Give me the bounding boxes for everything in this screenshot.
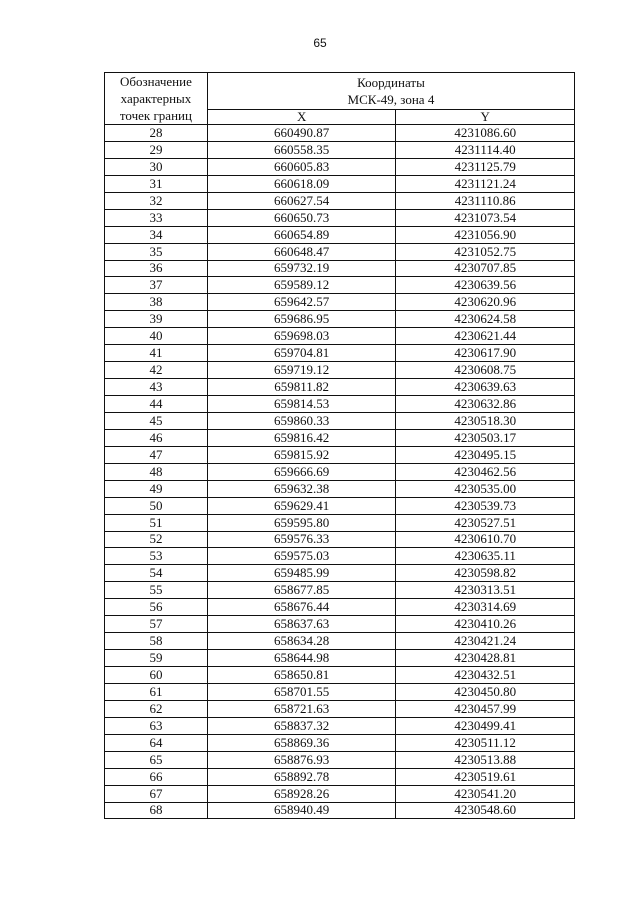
point-id-cell: 36 bbox=[105, 260, 208, 277]
x-coordinate-cell: 658940.49 bbox=[207, 802, 396, 819]
x-coordinate-cell: 659719.12 bbox=[207, 362, 396, 379]
x-coordinate-cell: 659698.03 bbox=[207, 328, 396, 345]
point-id-cell: 41 bbox=[105, 345, 208, 362]
y-coordinate-cell: 4230450.80 bbox=[396, 683, 575, 700]
x-coordinate-cell: 659860.33 bbox=[207, 412, 396, 429]
table-row bbox=[105, 294, 575, 311]
x-coordinate-cell: 659485.99 bbox=[207, 565, 396, 582]
x-coordinate-cell: 659576.33 bbox=[207, 531, 396, 548]
x-coordinate-cell: 658721.63 bbox=[207, 700, 396, 717]
table-row bbox=[105, 328, 575, 345]
point-id-cell: 43 bbox=[105, 379, 208, 396]
y-coordinate-cell: 4230608.75 bbox=[396, 362, 575, 379]
y-coordinate-cell: 4231125.79 bbox=[396, 158, 575, 175]
point-id-cell: 51 bbox=[105, 514, 208, 531]
table-row bbox=[105, 192, 575, 209]
x-coordinate-cell: 659575.03 bbox=[207, 548, 396, 565]
table-row bbox=[105, 277, 575, 294]
y-coordinate-cell: 4230617.90 bbox=[396, 345, 575, 362]
y-coordinate-cell: 4230639.63 bbox=[396, 379, 575, 396]
point-id-cell: 38 bbox=[105, 294, 208, 311]
x-coordinate-cell: 660618.09 bbox=[207, 175, 396, 192]
table-row bbox=[105, 463, 575, 480]
point-id-cell: 29 bbox=[105, 141, 208, 158]
table-row bbox=[105, 531, 575, 548]
point-id-cell: 35 bbox=[105, 243, 208, 260]
table-row bbox=[105, 616, 575, 633]
point-id-cell: 66 bbox=[105, 768, 208, 785]
point-id-cell: 67 bbox=[105, 785, 208, 802]
x-coordinate-cell: 659814.53 bbox=[207, 396, 396, 413]
y-coordinate-cell: 4230462.56 bbox=[396, 463, 575, 480]
y-coordinate-cell: 4230632.86 bbox=[396, 396, 575, 413]
table-row bbox=[105, 125, 575, 142]
y-coordinate-cell: 4230635.11 bbox=[396, 548, 575, 565]
table-row bbox=[105, 802, 575, 819]
table-row bbox=[105, 175, 575, 192]
point-id-cell: 64 bbox=[105, 734, 208, 751]
point-id-cell: 44 bbox=[105, 396, 208, 413]
point-id-cell: 53 bbox=[105, 548, 208, 565]
header-coordinates-title: Координаты bbox=[357, 75, 425, 90]
header-coordinates-system: МСК-49, зона 4 bbox=[347, 92, 435, 107]
y-coordinate-cell: 4230519.61 bbox=[396, 768, 575, 785]
table-row bbox=[105, 565, 575, 582]
x-coordinate-cell: 659732.19 bbox=[207, 260, 396, 277]
y-coordinate-cell: 4230503.17 bbox=[396, 429, 575, 446]
point-id-cell: 58 bbox=[105, 633, 208, 650]
point-id-cell: 49 bbox=[105, 480, 208, 497]
table-row bbox=[105, 311, 575, 328]
y-coordinate-cell: 4230707.85 bbox=[396, 260, 575, 277]
header-x: X bbox=[207, 110, 396, 125]
x-coordinate-cell: 658644.98 bbox=[207, 650, 396, 667]
y-coordinate-cell: 4231052.75 bbox=[396, 243, 575, 260]
y-coordinate-cell: 4230610.70 bbox=[396, 531, 575, 548]
table-row bbox=[105, 497, 575, 514]
table-row bbox=[105, 683, 575, 700]
x-coordinate-cell: 660627.54 bbox=[207, 192, 396, 209]
table-row bbox=[105, 396, 575, 413]
table-row bbox=[105, 141, 575, 158]
point-id-cell: 52 bbox=[105, 531, 208, 548]
point-id-cell: 59 bbox=[105, 650, 208, 667]
x-coordinate-cell: 658676.44 bbox=[207, 599, 396, 616]
table-row bbox=[105, 429, 575, 446]
y-coordinate-cell: 4230495.15 bbox=[396, 446, 575, 463]
coordinates-table bbox=[104, 72, 575, 819]
x-coordinate-cell: 660650.73 bbox=[207, 209, 396, 226]
table-row bbox=[105, 700, 575, 717]
point-id-cell: 28 bbox=[105, 125, 208, 142]
y-coordinate-cell: 4230457.99 bbox=[396, 700, 575, 717]
y-coordinate-cell: 4230621.44 bbox=[396, 328, 575, 345]
point-id-cell: 33 bbox=[105, 209, 208, 226]
point-id-cell: 42 bbox=[105, 362, 208, 379]
y-coordinate-cell: 4230499.41 bbox=[396, 717, 575, 734]
y-coordinate-cell: 4230518.30 bbox=[396, 412, 575, 429]
point-id-cell: 37 bbox=[105, 277, 208, 294]
x-coordinate-cell: 659704.81 bbox=[207, 345, 396, 362]
y-coordinate-cell: 4231056.90 bbox=[396, 226, 575, 243]
point-id-cell: 31 bbox=[105, 175, 208, 192]
table-row bbox=[105, 362, 575, 379]
y-coordinate-cell: 4230428.81 bbox=[396, 650, 575, 667]
x-coordinate-cell: 659632.38 bbox=[207, 480, 396, 497]
point-id-cell: 63 bbox=[105, 717, 208, 734]
table-row bbox=[105, 667, 575, 684]
y-coordinate-cell: 4230432.51 bbox=[396, 667, 575, 684]
table-row bbox=[105, 480, 575, 497]
x-coordinate-cell: 658869.36 bbox=[207, 734, 396, 751]
table-row bbox=[105, 209, 575, 226]
table-row bbox=[105, 412, 575, 429]
x-coordinate-cell: 659686.95 bbox=[207, 311, 396, 328]
point-id-cell: 62 bbox=[105, 700, 208, 717]
y-coordinate-cell: 4231110.86 bbox=[396, 192, 575, 209]
point-id-cell: 55 bbox=[105, 582, 208, 599]
y-coordinate-cell: 4230541.20 bbox=[396, 785, 575, 802]
y-coordinate-cell: 4230313.51 bbox=[396, 582, 575, 599]
x-coordinate-cell: 660558.35 bbox=[207, 141, 396, 158]
table-row bbox=[105, 226, 575, 243]
table-row bbox=[105, 548, 575, 565]
y-coordinate-cell: 4230314.69 bbox=[396, 599, 575, 616]
table-row bbox=[105, 633, 575, 650]
y-coordinate-cell: 4231073.54 bbox=[396, 209, 575, 226]
x-coordinate-cell: 660605.83 bbox=[207, 158, 396, 175]
x-coordinate-cell: 658677.85 bbox=[207, 582, 396, 599]
y-coordinate-cell: 4230620.96 bbox=[396, 294, 575, 311]
point-id-cell: 46 bbox=[105, 429, 208, 446]
point-id-cell: 40 bbox=[105, 328, 208, 345]
point-id-cell: 30 bbox=[105, 158, 208, 175]
x-coordinate-cell: 658892.78 bbox=[207, 768, 396, 785]
point-id-cell: 54 bbox=[105, 565, 208, 582]
x-coordinate-cell: 659589.12 bbox=[207, 277, 396, 294]
y-coordinate-cell: 4230624.58 bbox=[396, 311, 575, 328]
point-id-cell: 32 bbox=[105, 192, 208, 209]
x-coordinate-cell: 659815.92 bbox=[207, 446, 396, 463]
x-coordinate-cell: 658637.63 bbox=[207, 616, 396, 633]
y-coordinate-cell: 4230548.60 bbox=[396, 802, 575, 819]
y-coordinate-cell: 4230598.82 bbox=[396, 565, 575, 582]
table-row bbox=[105, 260, 575, 277]
point-id-cell: 57 bbox=[105, 616, 208, 633]
x-coordinate-cell: 660648.47 bbox=[207, 243, 396, 260]
header-y: Y bbox=[396, 110, 575, 125]
y-coordinate-cell: 4230410.26 bbox=[396, 616, 575, 633]
y-coordinate-cell: 4230639.56 bbox=[396, 277, 575, 294]
table-row bbox=[105, 768, 575, 785]
y-coordinate-cell: 4230511.12 bbox=[396, 734, 575, 751]
table-row bbox=[105, 582, 575, 599]
y-coordinate-cell: 4230539.73 bbox=[396, 497, 575, 514]
page-number: 65 bbox=[313, 36, 327, 50]
x-coordinate-cell: 659642.57 bbox=[207, 294, 396, 311]
x-coordinate-cell: 658650.81 bbox=[207, 667, 396, 684]
y-coordinate-cell: 4230421.24 bbox=[396, 633, 575, 650]
point-id-cell: 61 bbox=[105, 683, 208, 700]
point-id-cell: 50 bbox=[105, 497, 208, 514]
table-row bbox=[105, 734, 575, 751]
table-row bbox=[105, 446, 575, 463]
x-coordinate-cell: 658634.28 bbox=[207, 633, 396, 650]
point-id-cell: 47 bbox=[105, 446, 208, 463]
point-id-cell: 45 bbox=[105, 412, 208, 429]
table-row bbox=[105, 650, 575, 667]
point-id-cell: 34 bbox=[105, 226, 208, 243]
table-row bbox=[105, 785, 575, 802]
y-coordinate-cell: 4230535.00 bbox=[396, 480, 575, 497]
table-row bbox=[105, 158, 575, 175]
point-id-cell: 56 bbox=[105, 599, 208, 616]
table-row bbox=[105, 751, 575, 768]
y-coordinate-cell: 4231114.40 bbox=[396, 141, 575, 158]
y-coordinate-cell: 4230527.51 bbox=[396, 514, 575, 531]
x-coordinate-cell: 658837.32 bbox=[207, 717, 396, 734]
table-row bbox=[105, 345, 575, 362]
x-coordinate-cell: 658928.26 bbox=[207, 785, 396, 802]
x-coordinate-cell: 659666.69 bbox=[207, 463, 396, 480]
x-coordinate-cell: 658876.93 bbox=[207, 751, 396, 768]
point-id-cell: 60 bbox=[105, 667, 208, 684]
table-row bbox=[105, 243, 575, 260]
table-row bbox=[105, 514, 575, 531]
x-coordinate-cell: 658701.55 bbox=[207, 683, 396, 700]
point-id-cell: 48 bbox=[105, 463, 208, 480]
x-coordinate-cell: 660490.87 bbox=[207, 125, 396, 142]
table-row bbox=[105, 717, 575, 734]
y-coordinate-cell: 4231086.60 bbox=[396, 125, 575, 142]
table-row bbox=[105, 379, 575, 396]
table-row bbox=[105, 599, 575, 616]
x-coordinate-cell: 659811.82 bbox=[207, 379, 396, 396]
x-coordinate-cell: 660654.89 bbox=[207, 226, 396, 243]
x-coordinate-cell: 659595.80 bbox=[207, 514, 396, 531]
x-coordinate-cell: 659816.42 bbox=[207, 429, 396, 446]
x-coordinate-cell: 659629.41 bbox=[207, 497, 396, 514]
y-coordinate-cell: 4231121.24 bbox=[396, 175, 575, 192]
header-coordinates bbox=[207, 73, 574, 110]
point-id-cell: 65 bbox=[105, 751, 208, 768]
header-point-label: Обозначение характерных точек границ bbox=[105, 73, 208, 125]
point-id-cell: 39 bbox=[105, 311, 208, 328]
y-coordinate-cell: 4230513.88 bbox=[396, 751, 575, 768]
point-id-cell: 68 bbox=[105, 802, 208, 819]
